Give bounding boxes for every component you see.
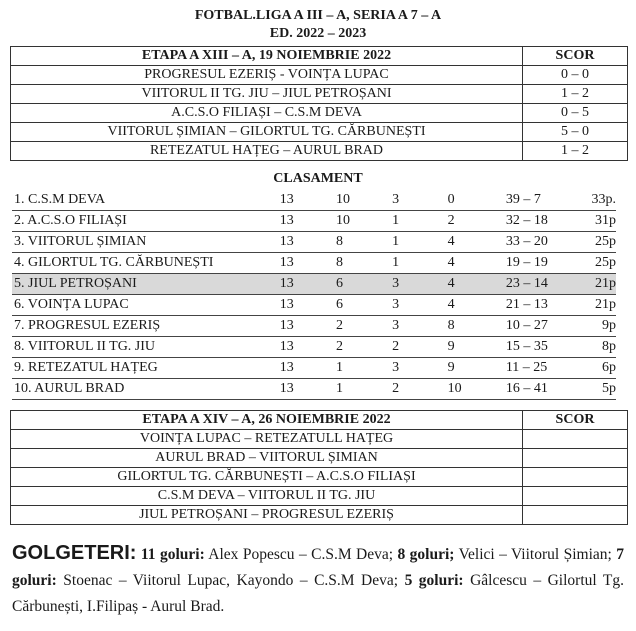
match-cell: VOINȚA LUPAC – RETEZATULL HAȚEG (11, 430, 523, 449)
drawn-cell: 2 (388, 379, 444, 400)
points-cell: 21p (592, 274, 617, 295)
drawn-cell: 1 (388, 253, 444, 274)
standings-row (12, 337, 616, 358)
won-cell: 8 (332, 253, 388, 274)
standings-row (12, 358, 616, 379)
goals-cell: 39 – 7 (500, 190, 592, 211)
table-row (11, 104, 628, 123)
points-cell: 9p (592, 316, 617, 337)
points-cell: 25p (592, 253, 617, 274)
season-subtitle: ED. 2022 – 2023 (269, 26, 367, 41)
round-14-header-row (11, 411, 628, 430)
goals-cell: 15 – 35 (500, 337, 592, 358)
standings-row (12, 316, 616, 337)
standings-row (12, 295, 616, 316)
lost-cell: 4 (444, 274, 500, 295)
points-cell: 6p (592, 358, 617, 379)
lost-cell: 9 (444, 337, 500, 358)
score-cell: 5 – 0 (523, 123, 628, 142)
match-cell: JIUL PETROȘANI – PROGRESUL EZERIȘ (11, 506, 523, 525)
lost-cell: 8 (444, 316, 500, 337)
team-name: 1. C.S.M DEVA (12, 190, 276, 211)
played-cell: 13 (276, 274, 332, 295)
match-cell: C.S.M DEVA – VIITORUL II TG. JIU (11, 487, 523, 506)
played-cell: 13 (276, 316, 332, 337)
round-14-title: ETAPA A XIV – A, 26 NOIEMBRIE 2022 (11, 411, 523, 430)
drawn-cell: 3 (388, 316, 444, 337)
table-row (11, 142, 628, 161)
won-cell: 1 (332, 379, 388, 400)
table-row (11, 85, 628, 104)
match-cell: AURUL BRAD – VIITORUL ȘIMIAN (11, 449, 523, 468)
played-cell: 13 (276, 295, 332, 316)
played-cell: 13 (276, 253, 332, 274)
score-cell (523, 430, 628, 449)
won-cell: 10 (332, 190, 388, 211)
goals-cell: 33 – 20 (500, 232, 592, 253)
match-cell: GILORTUL TG. CĂRBUNEȘTI – A.C.S.O FILIAȘI (11, 468, 523, 487)
goals-cell: 21 – 13 (500, 295, 592, 316)
standings-row (12, 232, 616, 253)
table-row (11, 506, 628, 525)
goals-cell: 11 – 25 (500, 358, 592, 379)
goals-7-label: 7 goluri: (12, 546, 625, 589)
score-cell (523, 468, 628, 487)
drawn-cell: 3 (388, 190, 444, 211)
points-cell: 8p (592, 337, 617, 358)
table-row (11, 468, 628, 487)
goals-cell: 10 – 27 (500, 316, 592, 337)
lost-cell: 0 (444, 190, 500, 211)
goals-11-label: 11 goluri: (140, 546, 205, 563)
page-title: FOTBAL.LIGA A III – A, SERIA A 7 – A (194, 8, 442, 23)
points-cell: 33p. (592, 190, 617, 211)
drawn-cell: 3 (388, 358, 444, 379)
lost-cell: 4 (444, 253, 500, 274)
score-cell (523, 506, 628, 525)
played-cell: 13 (276, 337, 332, 358)
lost-cell: 4 (444, 295, 500, 316)
drawn-cell: 1 (388, 211, 444, 232)
goals-cell: 19 – 19 (500, 253, 592, 274)
lost-cell: 10 (444, 379, 500, 400)
won-cell: 1 (332, 358, 388, 379)
table-row (11, 449, 628, 468)
drawn-cell: 1 (388, 232, 444, 253)
points-cell: 31p (592, 211, 617, 232)
played-cell: 13 (276, 190, 332, 211)
drawn-cell: 3 (388, 295, 444, 316)
points-cell: 5p (592, 379, 617, 400)
goals-8-text: Velici – Viitorul Șimian; (454, 546, 617, 563)
match-cell: PROGRESUL EZERIȘ - VOINȚA LUPAC (11, 66, 523, 85)
round-13-title: ETAPA A XIII – A, 19 NOIEMBRIE 2022 (11, 47, 523, 66)
team-name: 9. RETEZATUL HAȚEG (12, 358, 276, 379)
round-14-table (10, 410, 628, 525)
score-cell: 0 – 5 (523, 104, 628, 123)
team-name: 6. VOINȚA LUPAC (12, 295, 276, 316)
won-cell: 6 (332, 274, 388, 295)
score-cell: 0 – 0 (523, 66, 628, 85)
drawn-cell: 2 (388, 337, 444, 358)
won-cell: 10 (332, 211, 388, 232)
points-cell: 21p (592, 295, 617, 316)
score-cell (523, 449, 628, 468)
round-13-header-row (11, 47, 628, 66)
standings-row (12, 190, 616, 211)
team-name: 2. A.C.S.O FILIAȘI (12, 211, 276, 232)
match-cell: RETEZATUL HAȚEG – AURUL BRAD (11, 142, 523, 161)
standings-row (12, 379, 616, 400)
standings-title: CLASAMENT (273, 171, 363, 186)
team-name: 7. PROGRESUL EZERIȘ (12, 316, 276, 337)
drawn-cell: 3 (388, 274, 444, 295)
goals-cell: 16 – 41 (500, 379, 592, 400)
round-13-score-header: SCOR (523, 47, 628, 66)
round-14-score-header: SCOR (523, 411, 628, 430)
top-scorers-heading: GOLGETERI: (12, 542, 137, 564)
points-cell: 25p (592, 232, 617, 253)
top-scorers-paragraph (12, 540, 624, 620)
score-cell: 1 – 2 (523, 142, 628, 161)
goals-5-label: 5 goluri: (404, 572, 464, 589)
table-row (11, 123, 628, 142)
standings-row (12, 211, 616, 232)
lost-cell: 4 (444, 232, 500, 253)
won-cell: 8 (332, 232, 388, 253)
team-name: 8. VIITORUL II TG. JIU (12, 337, 276, 358)
won-cell: 6 (332, 295, 388, 316)
goals-8-label: 8 goluri; (397, 546, 455, 563)
goals-cell: 23 – 14 (500, 274, 592, 295)
played-cell: 13 (276, 379, 332, 400)
played-cell: 13 (276, 211, 332, 232)
won-cell: 2 (332, 316, 388, 337)
table-row (11, 430, 628, 449)
team-name: 4. GILORTUL TG. CĂRBUNEȘTI (12, 253, 276, 274)
played-cell: 13 (276, 358, 332, 379)
standings-row-highlighted (12, 274, 616, 295)
won-cell: 2 (332, 337, 388, 358)
goals-11-text: Alex Popescu – C.S.M Deva; (204, 546, 398, 563)
goals-5-text: Gâlcescu – Gilortul Tg. Cărbunești, I.Filipaș - Aurul Brad. (12, 572, 624, 615)
played-cell: 13 (276, 232, 332, 253)
round-13-table (10, 46, 628, 161)
match-cell: VIITORUL ȘIMIAN – GILORTUL TG. CĂRBUNEȘTI (11, 123, 523, 142)
team-name: 10. AURUL BRAD (12, 379, 276, 400)
lost-cell: 9 (444, 358, 500, 379)
score-cell: 1 – 2 (523, 85, 628, 104)
team-name: 3. VIITORUL ȘIMIAN (12, 232, 276, 253)
standings-row (12, 253, 616, 274)
team-name: 5. JIUL PETROȘANI (12, 274, 276, 295)
match-cell: A.C.S.O FILIAȘI – C.S.M DEVA (11, 104, 523, 123)
match-cell: VIITORUL II TG. JIU – JIUL PETROȘANI (11, 85, 523, 104)
standings-table (12, 190, 616, 400)
score-cell (523, 487, 628, 506)
table-row (11, 66, 628, 85)
goals-7-text: Stoenac – Viitorul Lupac, Kayondo – C.S.M Deva; (56, 572, 405, 589)
lost-cell: 2 (444, 211, 500, 232)
goals-cell: 32 – 18 (500, 211, 592, 232)
table-row (11, 487, 628, 506)
